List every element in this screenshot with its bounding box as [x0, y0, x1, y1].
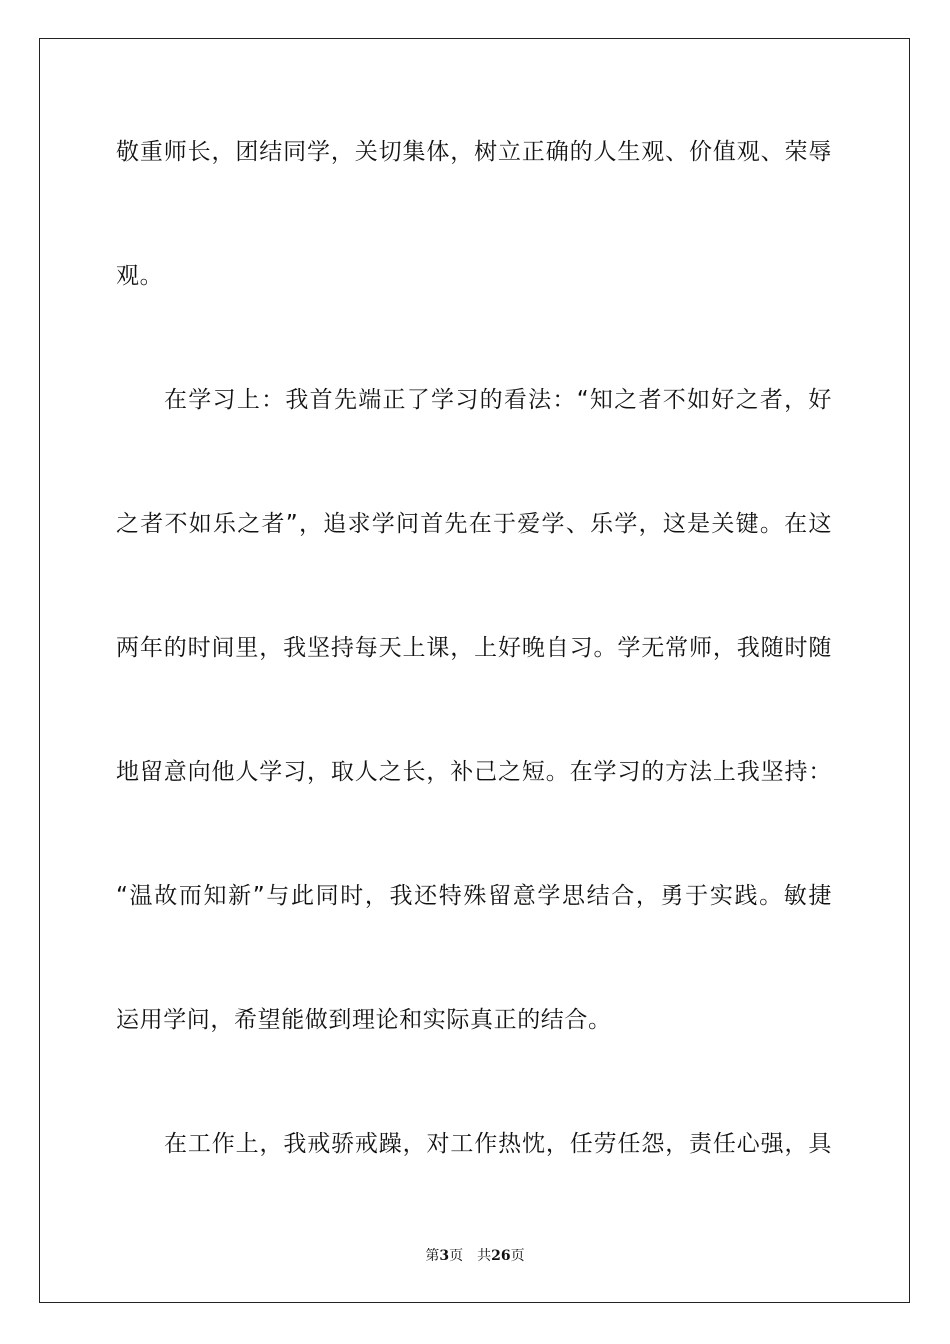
page-border: [39, 38, 910, 1303]
footer-total-suffix: 页: [510, 1248, 525, 1264]
footer-page-suffix: 页: [449, 1248, 464, 1264]
body-text-line-6: 地留意向他人学习，取人之长，补己之短。在学习的方法上我坚持：: [116, 759, 832, 785]
footer-page-prefix: 第: [425, 1248, 440, 1264]
body-text-line-4: 之者不如乐之者”，追求学问首先在于爱学、乐学，这是关键。在这: [116, 511, 832, 537]
page-footer: [0, 1247, 950, 1265]
footer-total-prefix: 共: [477, 1248, 492, 1264]
footer-total-pages: 26: [491, 1248, 511, 1264]
body-text-line-9: 在工作上，我戒骄戒躁，对工作热忱，任劳任怨，责任心强，具: [164, 1131, 832, 1157]
body-text-line-7: “温故而知新”与此同时，我还特殊留意学思结合，勇于实践。敏捷: [116, 883, 832, 909]
body-text-line-1: 敬重师长，团结同学，关切集体，树立正确的人生观、价值观、荣辱: [116, 139, 832, 165]
body-text-line-3: 在学习上：我首先端正了学习的看法：“知之者不如好之者，好: [164, 387, 832, 413]
body-text-line-5: 两年的时间里，我坚持每天上课，上好晚自习。学无常师，我随时随: [116, 635, 832, 661]
body-text-line-2: 观。: [116, 263, 164, 289]
body-text-line-8: 运用学问，希望能做到理论和实际真正的结合。: [116, 1007, 612, 1033]
footer-page-number: 3: [439, 1248, 450, 1264]
